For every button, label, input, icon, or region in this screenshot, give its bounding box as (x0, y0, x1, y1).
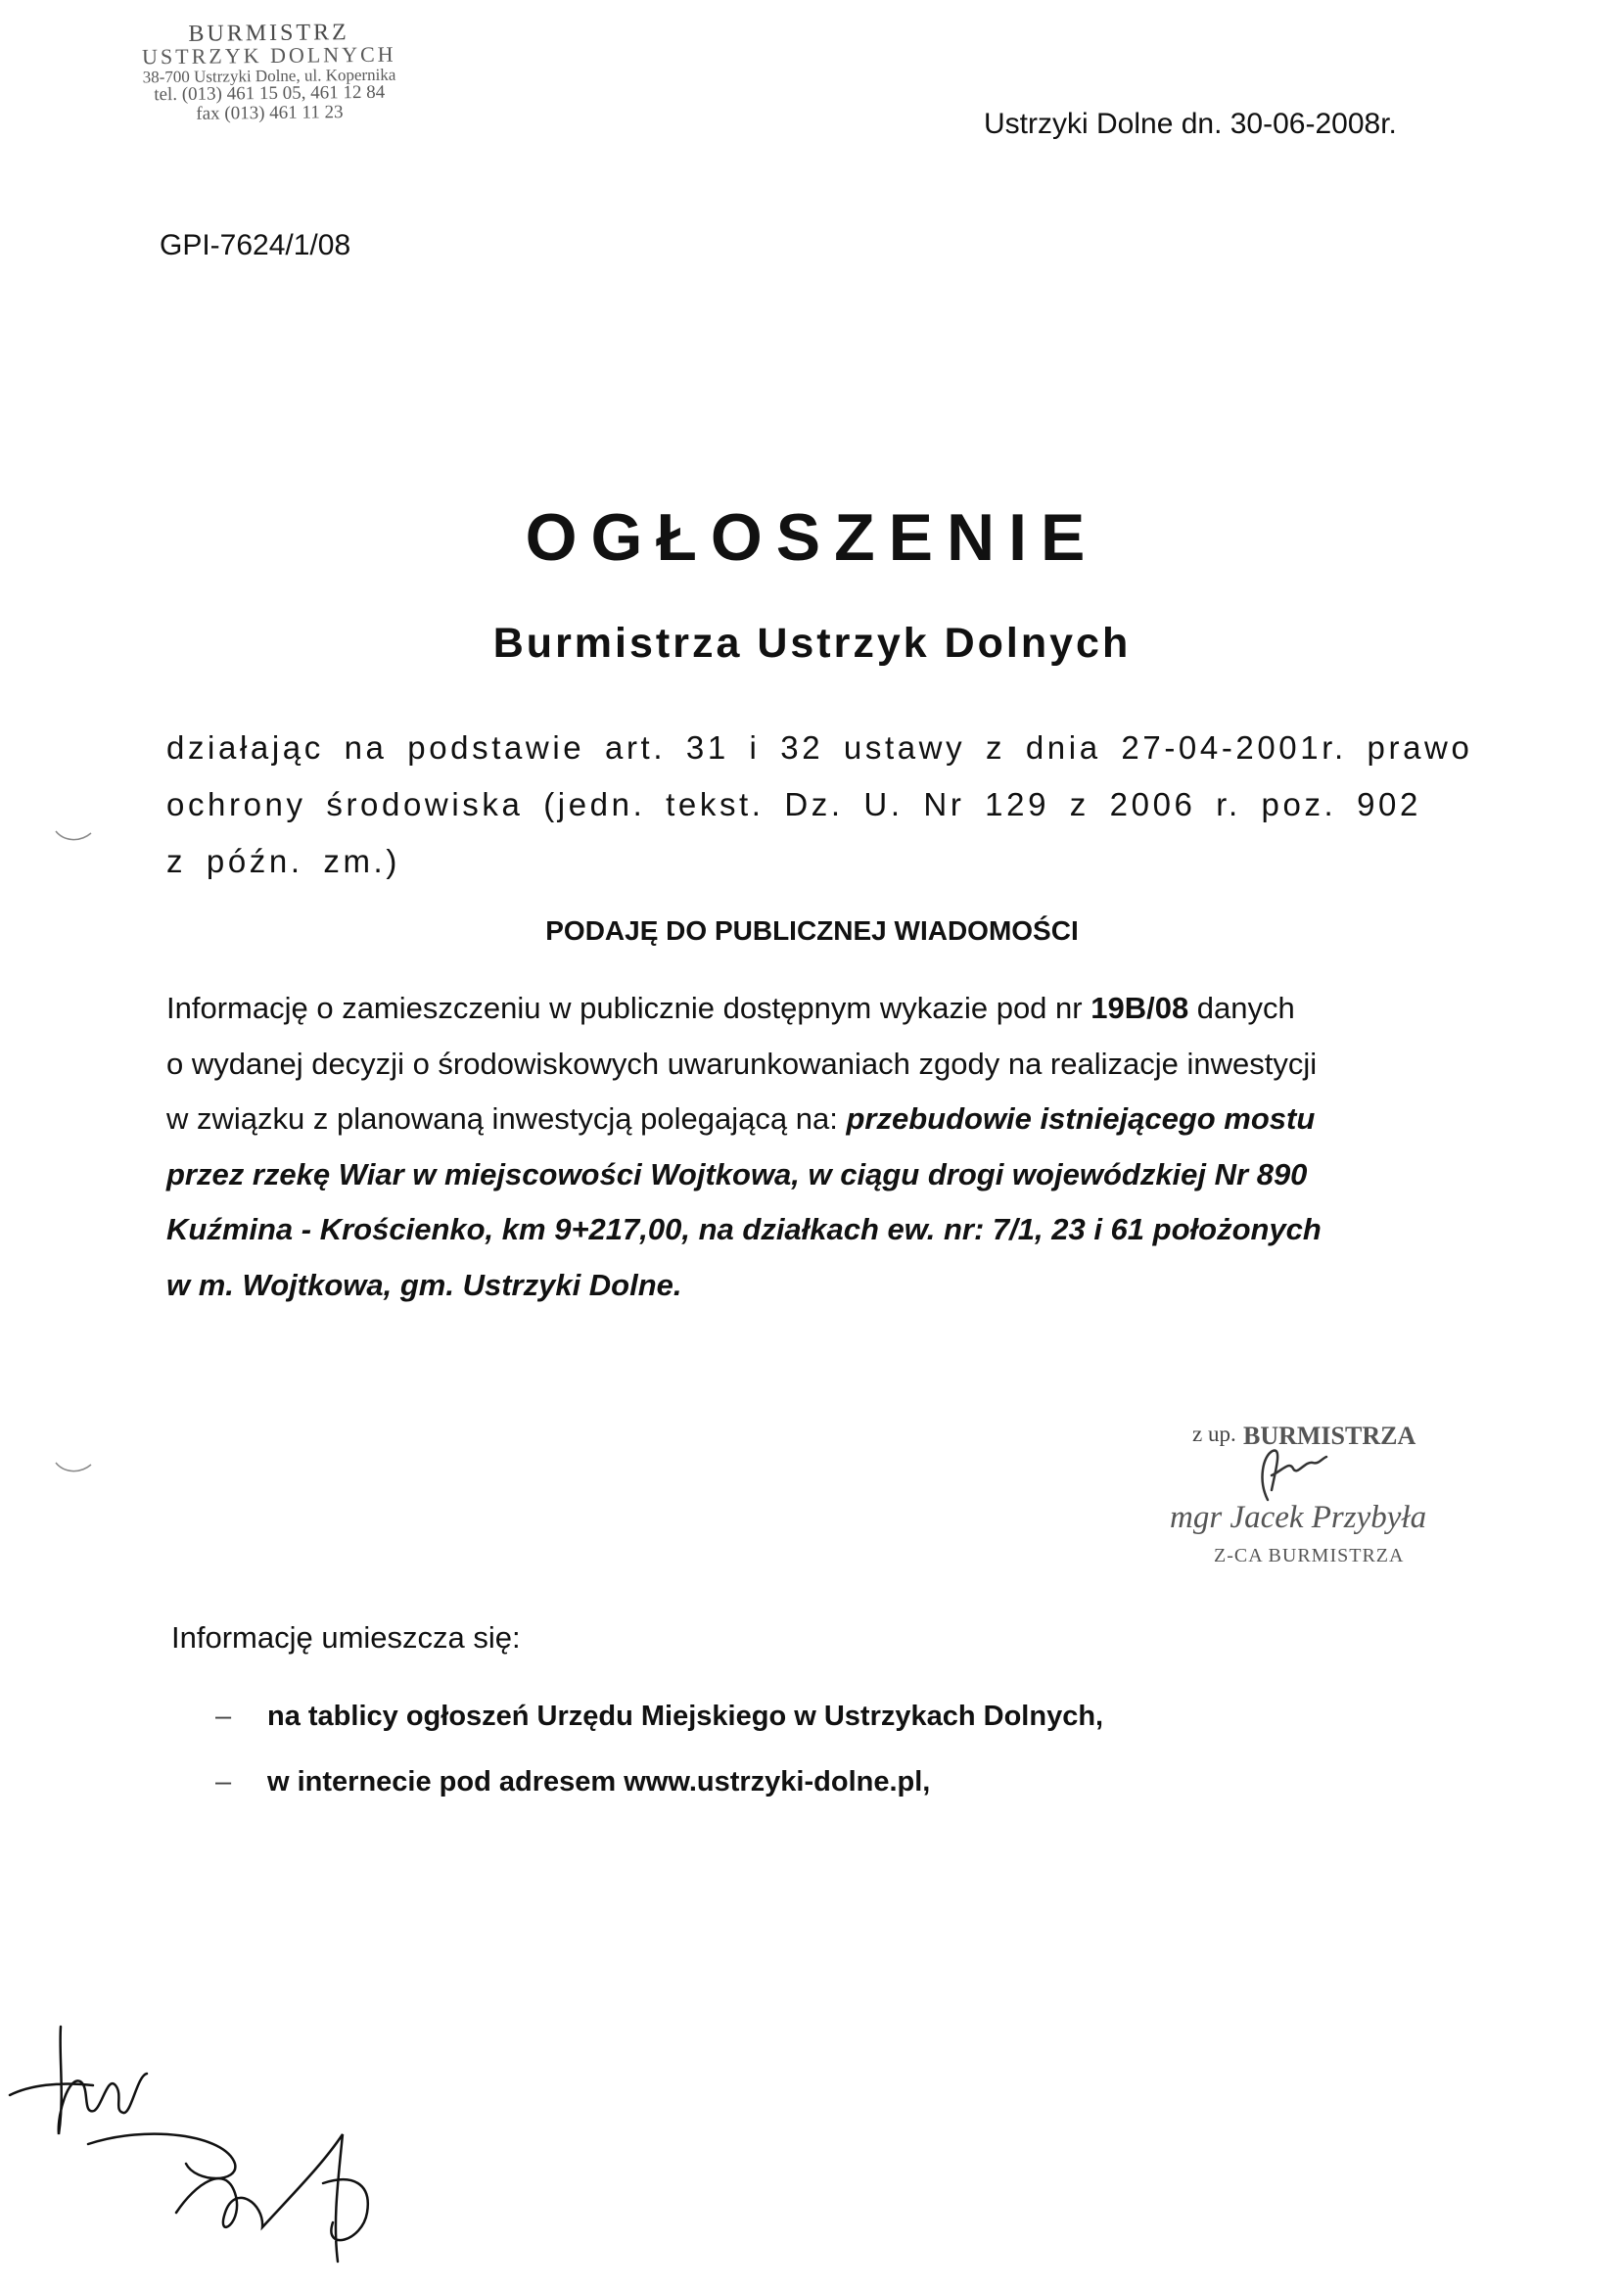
list-item-text: na tablicy ogłoszeń Urzędu Miejskiego w Ustrzykach Dolnych, (267, 1701, 1104, 1732)
distribution-list (215, 1684, 1103, 1815)
dash: – (215, 1701, 232, 1732)
list-item-text: w internecie pod adresem www.ustrzyki-dolne.pl, (267, 1766, 931, 1798)
registry-number: 19B/08 (1090, 991, 1189, 1025)
distribution-intro: Informację umieszcza się: (171, 1620, 521, 1655)
place-and-date: Ustrzyki Dolne dn. 30-06-2008r. (984, 108, 1397, 140)
project-description: przebudowie istniejącego mostu (846, 1101, 1316, 1136)
margin-mark (54, 1459, 93, 1478)
legal-basis-line: działając na podstawie art. 31 i 32 ustawy z dnia 27-04-2001r. prawo (166, 729, 1473, 766)
project-description-line: Kuźmina - Krościenko, km 9+217,00, na działkach ew. nr: 7/1, 23 i 61 położonych (166, 1212, 1322, 1246)
stamp-line: fax (013) 461 11 23 (196, 101, 344, 124)
body-text: w związku z planowaną inwestycją polegającą na: (166, 1101, 847, 1136)
body-line (166, 981, 1468, 1037)
notice-body (166, 981, 1468, 1313)
body-text: Informację o zamieszczeniu w publicznie dostępnym wykazie pod nr (166, 991, 1091, 1025)
margin-mark (54, 827, 93, 847)
list-item (215, 1750, 1103, 1815)
document-subtitle: Burmistrza Ustrzyk Dolnych (492, 620, 1132, 667)
reference-number: GPI-7624/1/08 (160, 229, 351, 261)
legal-basis (166, 720, 1473, 890)
stamp-line: USTRZYK DOLNYCH (141, 42, 396, 70)
public-notice-heading: PODAJĘ DO PUBLICZNEJ WIADOMOŚCI (545, 915, 1079, 946)
legal-basis-line: z późn. zm.) (166, 843, 400, 879)
body-text: danych (1188, 991, 1295, 1025)
stamp-line: tel. (013) 461 15 05, 461 12 84 (154, 81, 386, 106)
project-description-line: w m. Wojtkowa, gm. Ustrzyki Dolne. (166, 1267, 682, 1302)
signature-title: BURMISTRZA (1243, 1422, 1416, 1450)
stamp-line: 38-700 Ustrzyki Dolne, ul. Kopernika (142, 65, 396, 87)
signatory-name: mgr Jacek Przybyła (1170, 1500, 1427, 1535)
stamp-line: BURMISTRZ (188, 20, 349, 47)
signature-zup: z up. (1192, 1422, 1236, 1446)
office-stamp (92, 20, 445, 124)
list-item (215, 1684, 1103, 1750)
project-description-line: przez rzekę Wiar w miejscowości Wojtkowa, w ciągu drogi wojewódzkiej Nr 890 (166, 1156, 1308, 1191)
legal-basis-line: ochrony środowiska (jedn. tekst. Dz. U. Nr 129 z 2006 r. poz. 902 (166, 786, 1421, 822)
dash: – (215, 1766, 232, 1798)
signatory-role: Z-CA BURMISTRZA (1214, 1545, 1405, 1566)
handwritten-initials (0, 2017, 411, 2281)
body-line (166, 1092, 1468, 1147)
body-line: o wydanej decyzji o środowiskowych uwarunkowaniach zgody na realizacje inwestycji (166, 1046, 1318, 1081)
document-title: OGŁOSZENIE (525, 500, 1099, 575)
